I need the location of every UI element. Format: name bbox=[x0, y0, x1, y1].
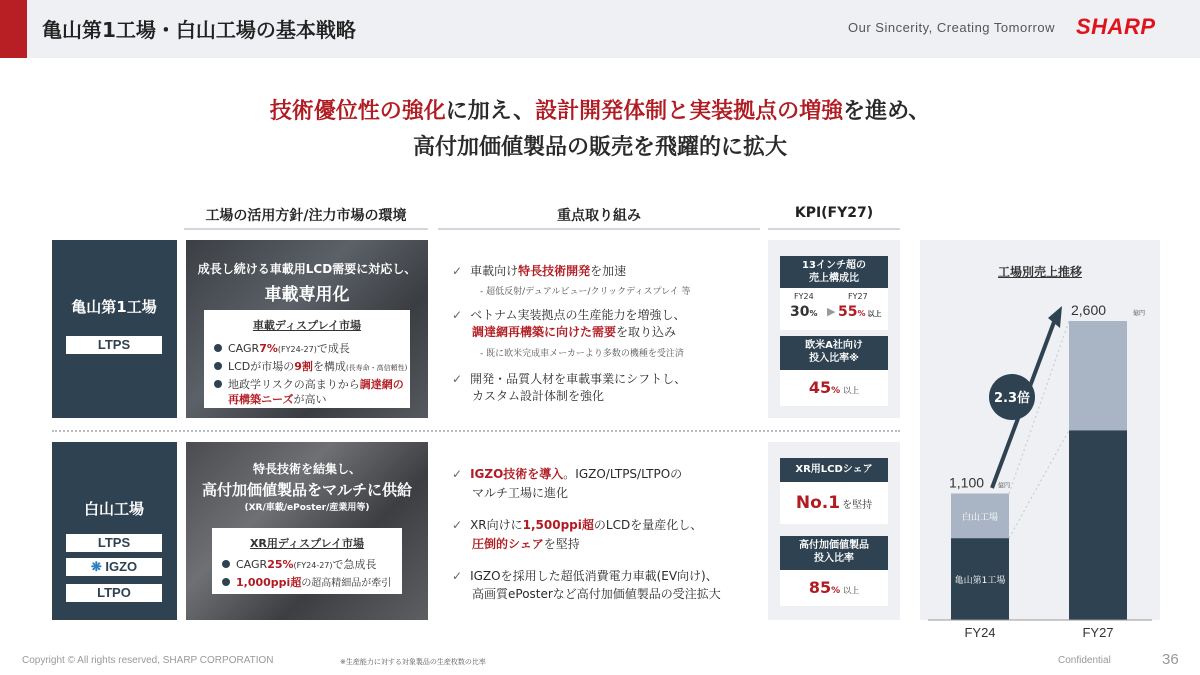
headline-text-1: に加え、 bbox=[445, 99, 536, 124]
initiative-subitem: - 超低反射/デュアルビュー/クリックディスプレイ 等 bbox=[480, 287, 691, 297]
initiative-item-continued bbox=[472, 535, 580, 552]
column-underline-kpi bbox=[768, 228, 900, 230]
initiative-item-continued bbox=[472, 323, 676, 340]
kpi-fy27-value bbox=[838, 304, 882, 320]
initiative-text: IGZOを採用した超低消費電力車載(EV向け)、 bbox=[470, 569, 718, 583]
page-number: 36 bbox=[1162, 651, 1179, 668]
initiative-item bbox=[452, 465, 682, 482]
market-highlight: 25% bbox=[267, 558, 294, 571]
arrow-right-icon: ▶ bbox=[827, 305, 836, 318]
total-label: 2,600 bbox=[1071, 302, 1107, 318]
initiative-text: ベトナム実装拠点の生産能力を増強し、 bbox=[470, 308, 686, 322]
tagline: Our Sincerity, Creating Tomorrow bbox=[848, 20, 1055, 35]
photo-caption-line-3: (XR/車載/ePoster/産業用等) bbox=[244, 503, 370, 513]
market-text: を構成 bbox=[312, 360, 346, 373]
segment-label: 白山工場 bbox=[961, 512, 999, 523]
photo-panel-kameyama bbox=[186, 240, 428, 418]
kpi-value-western-ratio bbox=[780, 370, 888, 406]
market-text: LCDが市場の bbox=[228, 360, 295, 373]
kpi-label-line: 欧米A社向け bbox=[805, 340, 863, 351]
market-point bbox=[214, 358, 407, 374]
kpi-value-large-panel-ratio bbox=[780, 288, 888, 330]
sales-chart bbox=[920, 240, 1160, 660]
market-highlight: 調達網の bbox=[359, 378, 404, 391]
kpi-number: No.1 bbox=[795, 493, 841, 513]
tech-chip-label: IGZO bbox=[105, 559, 138, 574]
photo-caption-line-2: 車載専用化 bbox=[264, 285, 350, 305]
kpi-label-xr-share: XR用LCDシェア bbox=[780, 458, 888, 482]
bar-segment bbox=[1069, 430, 1127, 620]
bullet-dot bbox=[214, 344, 222, 352]
market-point bbox=[222, 556, 377, 572]
initiative-highlight: IGZO技術を導入 bbox=[470, 467, 564, 481]
initiative-highlight: 調達網再構築に向けた需要 bbox=[472, 325, 617, 339]
kpi-suffix: 以上 bbox=[843, 586, 860, 595]
kpi-number: 55 bbox=[838, 304, 858, 320]
photo-caption-line-1: 特長技術を結集し、 bbox=[252, 462, 361, 476]
factory-name: 亀山第1工場 bbox=[71, 298, 157, 316]
kpi-label-large-panel-ratio bbox=[780, 256, 888, 288]
market-text: が高い bbox=[293, 393, 327, 406]
bullet-dot bbox=[214, 380, 222, 388]
kpi-unit: % bbox=[809, 309, 818, 318]
kpi-year-label: FY24 bbox=[794, 292, 814, 301]
segment-label: 亀山第1工場 bbox=[954, 576, 1006, 587]
market-text: で成長 bbox=[316, 342, 350, 355]
kpi-label-line: 高付加価値製品 bbox=[799, 540, 869, 551]
column-header-kpi: KPI(FY27) bbox=[794, 205, 874, 221]
market-text: で急成長 bbox=[332, 558, 377, 571]
market-note: (FY24-27) bbox=[293, 561, 333, 570]
kpi-suffix: 以上 bbox=[843, 386, 860, 395]
market-highlight: 9割 bbox=[294, 360, 313, 373]
market-highlight: 1,000ppi超 bbox=[236, 576, 302, 589]
check-icon: ✓ bbox=[452, 467, 463, 481]
tech-chip-ltps: LTPS bbox=[66, 534, 162, 552]
market-text: の超高精細品が牽引 bbox=[301, 578, 392, 589]
unit-label: 億円 bbox=[998, 482, 1011, 490]
chart-title: 工場別売上推移 bbox=[997, 265, 1082, 279]
market-text: CAGR bbox=[228, 342, 260, 355]
row-divider bbox=[52, 430, 900, 432]
headline-text-2: を進め、 bbox=[843, 99, 931, 124]
market-point bbox=[214, 376, 404, 392]
kpi-value-xr-share bbox=[780, 482, 888, 524]
kpi-label-line: 売上構成比 bbox=[809, 273, 859, 284]
column-header-initiatives: 重点取り組み bbox=[557, 208, 641, 224]
kpi-panel-hakusan bbox=[768, 442, 900, 620]
market-box-automotive bbox=[204, 310, 410, 408]
initiative-item-continued: カスタム設計体制を強化 bbox=[472, 389, 605, 403]
check-icon: ✓ bbox=[452, 308, 463, 322]
initiative-text: のLCDを量産化し、 bbox=[593, 518, 703, 532]
market-point bbox=[222, 574, 391, 590]
kpi-fy24-value bbox=[790, 304, 818, 320]
bar-segment bbox=[1069, 321, 1127, 430]
check-icon: ✓ bbox=[452, 569, 463, 583]
market-note: (長寿命・高信頼性) bbox=[345, 364, 408, 372]
kpi-label-western-ratio bbox=[780, 336, 888, 370]
connector-line bbox=[1009, 430, 1069, 538]
kpi-number: 45 bbox=[808, 378, 832, 397]
kpi-panel-kameyama bbox=[768, 240, 900, 418]
total-label: 1,100 bbox=[949, 474, 985, 491]
initiative-item bbox=[452, 370, 686, 387]
photo-panel-hakusan bbox=[186, 442, 428, 620]
kpi-number: 85 bbox=[808, 578, 832, 597]
confidential-label: Confidential bbox=[1058, 655, 1111, 666]
check-icon: ✓ bbox=[452, 264, 463, 278]
kpi-number: 30 bbox=[790, 304, 810, 320]
kpi-value-high-value-ratio bbox=[780, 570, 888, 606]
market-note: (FY24-27) bbox=[277, 345, 317, 354]
x-tick-label: FY27 bbox=[1082, 625, 1114, 640]
initiative-item bbox=[452, 262, 626, 279]
market-title: 車載ディスプレイ市場 bbox=[252, 319, 362, 332]
tech-chip-ltps: LTPS bbox=[66, 336, 162, 354]
bullet-dot bbox=[214, 362, 222, 370]
factory-panel-kameyama bbox=[52, 240, 177, 418]
market-text: CAGR bbox=[236, 558, 268, 571]
market-highlight: 7% bbox=[259, 342, 278, 355]
initiative-item bbox=[452, 516, 702, 533]
initiative-text: を堅持 bbox=[543, 537, 580, 551]
bullet-dot bbox=[222, 578, 230, 586]
initiative-highlight: 1,500ppi超 bbox=[522, 518, 594, 532]
initiative-item bbox=[452, 306, 685, 323]
check-icon: ✓ bbox=[452, 372, 463, 386]
tech-chip-ltpo: LTPO bbox=[66, 584, 162, 602]
kpi-suffix: 以上 bbox=[867, 310, 882, 318]
kpi-year-label: FY27 bbox=[848, 292, 868, 301]
initiative-text: 。IGZO/LTPS/LTPOの bbox=[563, 467, 683, 481]
factory-panel-hakusan bbox=[52, 442, 177, 620]
header-accent bbox=[0, 0, 27, 58]
initiative-text: XR向けに bbox=[470, 518, 523, 532]
kpi-unit: % bbox=[831, 586, 841, 596]
market-text: 地政学リスクの高まりから bbox=[228, 378, 360, 391]
bullet-dot bbox=[222, 560, 230, 568]
initiative-item-continued: 高画質ePosterなど高付加価値製品の受注拡大 bbox=[472, 587, 721, 601]
kpi-label-line: 投入比率 bbox=[814, 553, 854, 564]
headline-highlight-2: 設計開発体制と実装拠点の増強 bbox=[535, 99, 844, 124]
market-highlight: 再構築ニーズ bbox=[228, 393, 294, 406]
headline-highlight-1: 技術優位性の強化 bbox=[269, 99, 446, 124]
headline-line-1 bbox=[0, 94, 1200, 125]
initiative-item bbox=[452, 567, 718, 584]
initiative-text: を取り込み bbox=[616, 325, 677, 339]
headline-line-2: 高付加価値製品の販売を飛躍的に拡大 bbox=[412, 135, 787, 160]
market-box-xr bbox=[212, 528, 402, 594]
initiative-highlight: 圧倒的シェア bbox=[472, 537, 544, 551]
tech-chip-igzo bbox=[66, 558, 162, 576]
initiative-subitem: - 既に欧米完成車メーカーより多数の機種を受注済 bbox=[480, 349, 684, 359]
initiative-item-continued: マルチ工場に進化 bbox=[472, 486, 569, 500]
market-title: XR用ディスプレイ市場 bbox=[249, 537, 365, 550]
sharp-logo: SHARP bbox=[1076, 14, 1156, 39]
market-point bbox=[214, 340, 350, 356]
initiative-text: 開発・品質人材を車載事業にシフトし、 bbox=[470, 372, 687, 386]
growth-label: 2.3倍 bbox=[993, 391, 1031, 406]
column-header-policy: 工場の活用方針/注力市場の環境 bbox=[205, 208, 407, 224]
check-icon: ✓ bbox=[452, 518, 463, 532]
column-underline-policy bbox=[184, 228, 428, 230]
igzo-logo-icon: ❋ bbox=[90, 559, 102, 574]
initiative-highlight: 特長技術開発 bbox=[518, 264, 591, 278]
initiative-text: 車載向け bbox=[470, 264, 519, 278]
factory-name: 白山工場 bbox=[83, 500, 144, 518]
footnote: ※生産能力に対する対象製品の生産枚数の比率 bbox=[340, 658, 486, 666]
x-tick-label: FY24 bbox=[964, 625, 996, 640]
copyright-text: Copyright © All rights reserved, SHARP CORPORATION bbox=[22, 655, 274, 666]
kpi-label-line: 投入比率※ bbox=[809, 353, 859, 364]
kpi-label-high-value-ratio bbox=[780, 536, 888, 570]
kpi-label-line: 13インチ超の bbox=[802, 260, 866, 271]
market-point-continued bbox=[228, 391, 326, 407]
kpi-unit: % bbox=[857, 309, 866, 318]
photo-caption-line-2: 高付加価値製品をマルチに供給 bbox=[201, 481, 412, 499]
initiative-text: を加速 bbox=[590, 264, 627, 278]
kpi-suffix: を堅持 bbox=[842, 500, 873, 511]
photo-caption-line-1: 成長し続ける車載用LCD需要に対応し、 bbox=[197, 262, 417, 276]
unit-label: 億円 bbox=[1133, 310, 1146, 317]
column-underline-initiatives bbox=[438, 228, 760, 230]
page-title: 亀山第1工場・白山工場の基本戦略 bbox=[42, 18, 356, 42]
kpi-unit: % bbox=[831, 386, 841, 396]
